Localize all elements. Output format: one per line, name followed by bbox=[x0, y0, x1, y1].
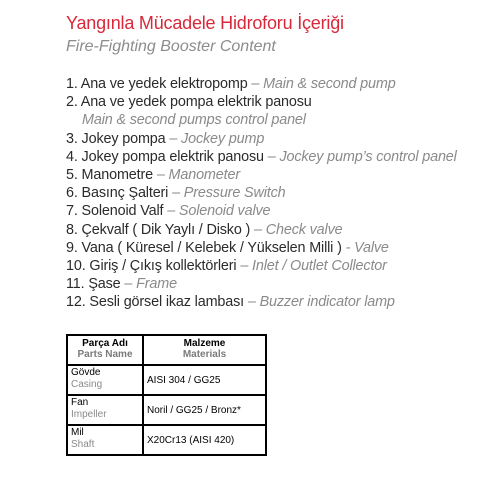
part-name-turkish: Mil bbox=[71, 427, 84, 438]
item-turkish: 5. Manometre bbox=[66, 166, 153, 183]
list-item bbox=[66, 275, 457, 293]
item-turkish: 4. Jokey pompa elektrik panosu bbox=[66, 148, 264, 165]
item-english: – Jockey pump bbox=[165, 130, 265, 147]
part-name-cell bbox=[67, 395, 143, 425]
component-list bbox=[66, 75, 457, 311]
item-turkish: 8. Çekvalf ( Dik Yaylı / Disko ) bbox=[66, 221, 251, 238]
item-english: – Frame bbox=[120, 276, 177, 293]
list-item-continuation bbox=[66, 111, 457, 129]
part-name-english: Shaft bbox=[71, 439, 95, 450]
item-turkish: 7. Solenoid Valf bbox=[66, 203, 164, 220]
header-turkish: Parça Adı bbox=[82, 338, 128, 349]
list-item bbox=[66, 148, 457, 166]
material-cell: Noril / GG25 / Bronz* bbox=[143, 395, 266, 425]
table-header-row bbox=[67, 335, 266, 365]
part-name-turkish: Fan bbox=[71, 397, 89, 408]
item-english: – Pressure Switch bbox=[168, 185, 286, 202]
list-item bbox=[66, 184, 457, 202]
table-header-parts-name bbox=[67, 335, 143, 365]
material-cell: X20Cr13 (AISI 420) bbox=[143, 425, 266, 455]
list-item bbox=[66, 130, 457, 148]
item-turkish: 2. Ana ve yedek pompa elektrik panosu bbox=[66, 94, 312, 111]
item-english: – Main & second pump bbox=[247, 76, 396, 92]
item-english: – Solenoid valve bbox=[163, 203, 271, 220]
list-item bbox=[66, 75, 457, 93]
table-row bbox=[67, 365, 266, 395]
page-title: Yangınla Mücadele Hidroforu İçeriği bbox=[66, 13, 344, 33]
table-row bbox=[67, 425, 266, 455]
header-english: Parts Name bbox=[77, 349, 133, 360]
item-turkish: 3. Jokey pompa bbox=[66, 130, 166, 147]
header-turkish: Malzeme bbox=[183, 338, 226, 349]
part-name-english: Impeller bbox=[71, 409, 107, 420]
item-english: – Check valve bbox=[250, 221, 343, 238]
list-item bbox=[66, 93, 457, 111]
item-english: Main & second pumps control panel bbox=[82, 112, 306, 129]
item-english: – Manometer bbox=[152, 166, 240, 183]
item-turkish: 6. Basınç Şalteri bbox=[66, 185, 169, 202]
list-item bbox=[66, 221, 457, 239]
item-turkish: 11. Şase bbox=[66, 276, 121, 293]
part-name-english: Casing bbox=[71, 379, 103, 390]
item-english: – Buzzer indicator lamp bbox=[244, 294, 395, 311]
item-english: – Inlet / Outlet Collector bbox=[236, 257, 387, 274]
part-name-cell bbox=[67, 425, 143, 455]
list-item bbox=[66, 293, 457, 311]
table-row bbox=[67, 395, 266, 425]
item-english: – Jockey pump’s control panel bbox=[263, 148, 457, 165]
item-turkish: 9. Vana ( Küresel / Kelebek / Yükselen Milli ) bbox=[66, 239, 342, 256]
item-english: - Valve bbox=[341, 239, 389, 256]
list-item bbox=[66, 166, 457, 184]
part-name-turkish: Gövde bbox=[71, 367, 101, 378]
part-name-cell bbox=[67, 365, 143, 395]
item-turkish: 10. Giriş / Çıkış kollektörleri bbox=[66, 257, 237, 274]
materials-table bbox=[66, 334, 267, 456]
header-english: Materials bbox=[182, 349, 227, 360]
page-subtitle: Fire-Fighting Booster Content bbox=[66, 38, 276, 55]
item-turkish: 1. Ana ve yedek elektropomp bbox=[66, 76, 248, 92]
material-cell: AISI 304 / GG25 bbox=[143, 365, 266, 395]
item-turkish: 12. Sesli görsel ikaz lambası bbox=[66, 294, 245, 311]
list-item bbox=[66, 239, 457, 257]
table-header-materials bbox=[143, 335, 266, 365]
list-item bbox=[66, 202, 457, 220]
list-item bbox=[66, 257, 457, 275]
